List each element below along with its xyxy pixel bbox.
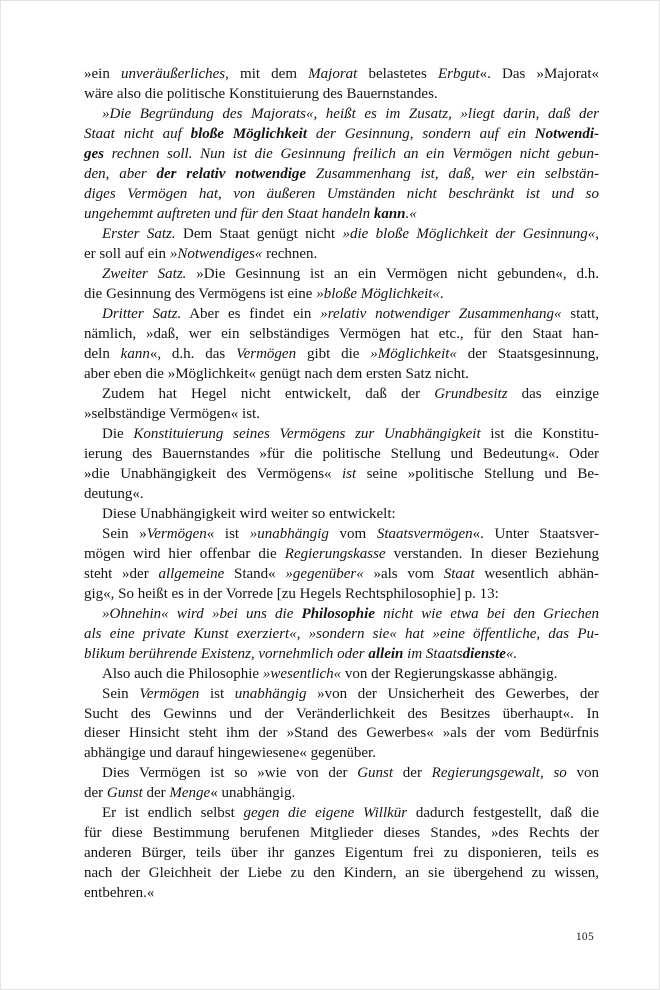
text-segment: Regierungsgewalt, so [431,765,567,782]
text-segment: ist [341,465,357,482]
text-line [84,405,599,425]
text-segment: Zusammenhang ist, daß, wer ein selbstän- [306,165,599,182]
text-segment: Zweiter Satz. [102,265,187,282]
text-segment: statt, [561,305,600,322]
text-line [84,625,599,645]
text-line [84,445,599,465]
text-segment: wäre also die politische Konstituierung des Bauernstandes. [84,85,438,102]
text-segment: »Die Begründung des Majorats«, heißt es im Zusatz, »liegt darin, daß der [102,105,599,122]
text-segment: gegen die eigene Willkür [243,805,408,822]
text-segment: das einzige [507,385,599,402]
text-segment: .« [405,205,417,222]
text-segment: nach der Gleichheit der Liebe zu den Kindern, an sie übergehend zu wissen, [84,865,599,882]
paragraph [84,665,599,685]
text-segment: allgemeine [158,565,225,582]
paragraph [84,525,599,605]
text-line [84,345,599,365]
paragraph [84,225,599,265]
text-line [84,565,599,585]
text-segment: « unabhängig. [210,785,296,802]
text-segment: Erster Satz. [102,225,176,242]
text-segment: Sein [102,685,140,702]
text-line [84,205,599,225]
text-segment: ges [84,145,104,162]
text-segment: Diese Unabhängigkeit wird weiter so entwickelt: [102,505,396,522]
text-segment: »ein [84,66,121,82]
text-segment: Zudem hat Hegel nicht entwickelt, daß der [102,385,435,402]
text-segment: Gunst [357,765,394,782]
text-segment: der [84,785,107,802]
text-segment: die Gesinnung des Vermögens ist eine [84,285,317,302]
text-line [84,585,599,605]
text-segment: dienste [462,645,506,662]
text-line [84,505,599,525]
text-segment: diges Vermögen hat, von äußeren Umständen nicht beschränkt ist und so [84,185,599,202]
text-segment: Aber es findet ein [181,305,321,322]
text-segment: ist [199,685,235,702]
text-segment: allein [368,645,404,662]
text-segment: er soll auf ein [84,245,170,262]
text-segment: Vermögen [146,525,207,542]
text-segment: »gegenüber« [285,565,364,582]
text-segment: verstanden. In dieser Beziehung [385,545,599,562]
page-text [84,65,599,904]
text-line [84,485,599,505]
text-segment: den, aber [84,165,157,182]
text-line [84,125,599,145]
text-line [84,165,599,185]
text-line [84,245,599,265]
paragraph [84,685,599,765]
text-segment: rechnen soll. Nun ist die Gesinnung freilich an ein Vermögen nicht gebun- [104,145,599,162]
text-segment: der [142,785,170,802]
text-segment: »Die Gesinnung ist an ein Vermögen nicht gebunden«, d.h. [186,265,599,282]
text-line [84,385,599,405]
text-segment: ungehemmt auftreten und für den Staat handeln [84,205,374,222]
paragraph [84,265,599,305]
text-segment: der [393,765,432,782]
text-segment: , mit dem [225,66,309,82]
text-segment: « ist [206,525,250,542]
text-segment: Er ist endlich selbst [102,805,244,822]
text-segment: »bloße Möglichkeit« [316,285,440,302]
text-segment: Staat nicht auf [84,125,191,142]
text-segment: Dies Vermögen ist so »wie von der [102,765,358,782]
text-segment: ierung des Bauernstandes »für die politische Stellung und Bedeutung«. Oder [84,445,599,462]
text-segment: Vermögen [139,685,200,702]
text-segment: aber eben die »Möglichkeit« genügt nach dem ersten Satz nicht. [84,365,469,382]
text-line [84,465,599,485]
text-segment: »Möglichkeit« [370,345,457,362]
text-segment: anderen Bürger, teils über ihr ganzes Eigentum frei zu disponieren, teils es [84,845,599,862]
text-segment: von der Regierungskasse abhängig. [341,665,558,682]
text-segment: »von der Unsicherheit des Gewerbes, der [306,685,599,702]
text-segment: »Ohnehin« wird »bei uns die [102,605,302,622]
text-line [84,784,599,804]
paragraph [84,65,599,105]
text-line [84,65,599,85]
text-segment: seine »politische Stellung und Be- [356,465,599,482]
paragraph [84,305,599,385]
text-segment: Stand« [224,565,286,582]
text-line [84,665,599,685]
text-line [84,285,599,305]
text-segment: der relativ notwendige [156,165,307,182]
text-line [84,705,599,725]
text-line [84,645,599,665]
text-segment: gig«, So heißt es in der Vorrede [zu Hegels Rechtsphilosophie] p. 13: [84,585,499,602]
text-segment: abhängige und darauf hingewiesene« gegenüber. [84,745,376,762]
text-segment: der Staatsgesinnung, [456,345,599,362]
text-segment: Sein » [102,525,147,542]
text-segment: Gunst [106,785,143,802]
text-segment: unabhängig [234,685,307,702]
text-line [84,325,599,345]
text-segment: «. [505,645,518,662]
text-segment: Dem Staat genügt nicht [175,225,343,242]
text-segment: deutung«. [84,485,144,502]
text-segment: »unabhängig [249,525,329,542]
text-segment: Vermögen [236,345,297,362]
text-line [84,764,599,784]
text-line [84,185,599,205]
text-segment: Erbgut [437,66,480,82]
text-segment: dadurch festgestellt, daß die [407,805,599,822]
text-segment: ist die Konstitu- [480,425,599,442]
text-line [84,724,599,744]
text-segment: im Staats [403,645,463,662]
text-line [84,365,599,385]
text-line [84,804,599,824]
text-segment: »wesentlich« [262,665,342,682]
text-segment: kann [373,205,406,222]
text-segment: nicht wie etwa bei den Griechen [374,605,599,622]
text-segment: Regierungskasse [284,545,386,562]
text-line [84,545,599,565]
text-segment: «, d.h. das [149,345,237,362]
text-line [84,605,599,625]
text-line [84,305,599,325]
text-segment: von [566,765,599,782]
text-segment: deln [84,345,121,362]
text-line [84,864,599,884]
text-line [84,145,599,165]
text-segment: »selbständige Vermögen« ist. [84,405,260,422]
text-segment: «. Das »Majorat« [479,66,600,82]
text-segment: Die [102,425,134,442]
text-segment: der Gesinnung, sondern auf ein [307,125,535,142]
text-line [84,265,599,285]
text-segment: dieser Hinsicht steht ihm der »Stand des Gewerbes« »als der vom Bedürfnis [84,725,599,742]
paragraph [84,385,599,425]
paragraph [84,105,599,225]
paragraph [84,605,599,665]
text-segment: »die bloße Möglichkeit der Gesinnung« [342,225,596,242]
text-segment: »die Unabhängigkeit des Vermögens« [84,465,342,482]
text-segment: Staatsvermögen [376,525,473,542]
paragraph [84,764,599,804]
text-segment: »relativ notwendiger Zusammenhang« [320,305,562,322]
text-line [84,884,599,904]
text-segment: steht »der [84,565,159,582]
text-segment: Also auch die Philosophie [102,665,263,682]
text-line [84,844,599,864]
text-line [84,425,599,445]
text-segment: wesentlich abhän- [474,565,600,582]
text-segment: Notwendi- [534,125,599,142]
text-line [84,685,599,705]
text-segment: Majorat [308,66,358,82]
text-segment: , [595,225,600,242]
text-segment: . [439,285,444,302]
text-segment: vom [328,525,377,542]
text-segment: Menge [169,785,211,802]
text-line [84,525,599,545]
text-segment: Grundbesitz [434,385,508,402]
text-segment: rechnen. [262,245,318,262]
text-segment: nämlich, »daß, wer ein selbständiges Vermögen hat etc., für den Staat han- [84,325,599,342]
text-segment: entbehren.« [84,885,155,902]
text-segment: «. Unter Staatsver- [472,525,599,542]
text-segment: »Notwendiges« [169,245,263,262]
text-segment: Philosophie [301,605,375,622]
text-segment: »als vom [363,565,444,582]
text-segment: mögen wird hier offenbar die [84,545,285,562]
text-segment: Konstituierung seines Vermögens zur Unabhängigkeit [133,425,481,442]
paragraph [84,505,599,525]
text-line [84,744,599,764]
text-segment: bloße Möglichkeit [190,125,307,142]
text-segment: Sucht des Gewinns und der Veränderlichkeit des Besitzes überhaupt«. In [84,705,599,722]
page-number: 105 [575,931,594,943]
text-line [84,824,599,844]
text-segment: für diese Bestimmung berufenen Mitglieder dieses Standes, »des Rechts der [84,825,599,842]
paragraph [84,804,599,904]
text-line [84,225,599,245]
text-segment: als eine private Kunst exerziert«, »sondern sie« hat »eine öffentliche, das Pu- [84,625,599,642]
text-segment: Dritter Satz. [102,305,182,322]
text-segment: gibt die [296,345,371,362]
text-segment: kann [120,345,150,362]
text-line [84,85,599,105]
text-segment: Staat [443,565,475,582]
text-segment: unveräußerliches [120,66,226,82]
text-segment: belastetes [357,66,438,82]
paragraph [84,425,599,505]
text-line [84,105,599,125]
text-segment: blikum berührende Existenz, vornehmlich oder [84,645,369,662]
